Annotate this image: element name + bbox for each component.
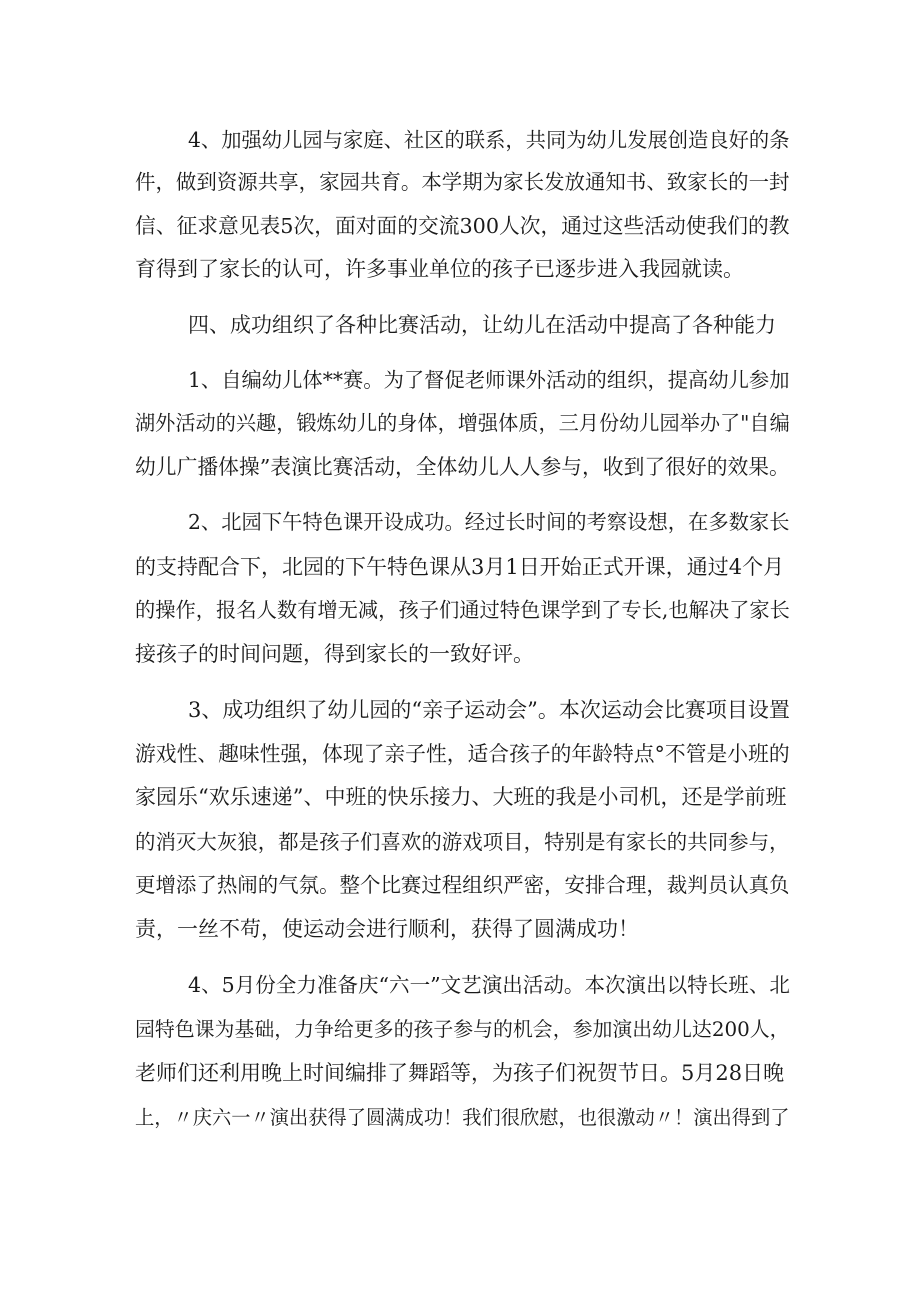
line-text: 责，一丝不苟，使运动会进行顺利，获得了圆满成功！ [135,917,639,941]
text-line [0,965,920,1005]
line-text: 4、5月份全力准备庆“六一”文艺演出活动。本次演出以特长班、北 [188,973,790,997]
text-line [0,777,920,817]
text-line [0,734,920,774]
text-line [0,1098,920,1138]
section-heading [0,305,920,345]
text-line [0,447,920,487]
text-line [0,865,920,905]
text-line [0,360,920,400]
line-text: 园特色课为基础，力争给更多的孩子参与的机会，参加演出幼儿达200人， [135,1018,790,1041]
line-text: 家园乐“欢乐速递”、中班的快乐接力、大班的我是小司机，还是学前班 [135,785,787,809]
heading-text: 四、成功组织了各种比赛活动，让幼儿在活动中提高了各种能力 [188,313,776,337]
line-text: 的消灭大灰狼，都是孩子们喜欢的游戏项目，特别是有家长的共同参与， [135,830,790,854]
line-text: 接孩子的时间问题，得到家长的一致好评。 [135,642,534,666]
line-text: 湖外活动的兴趣，锻炼幼儿的身体，增强体质，三月份幼儿园举办了"自编 [135,411,790,435]
text-line [0,1053,920,1093]
line-text: 3、成功组织了幼儿园的“亲子运动会”。本次运动会比赛项目设置 [188,698,790,722]
line-text: 的操作，报名人数有增无减，孩子们通过特色课学到了专长,也解决了家长 [135,598,790,622]
text-line [0,120,920,160]
text-line [0,822,920,862]
line-text: 育得到了家长的认可，许多事业单位的孩子已逐步进入我园就读。 [135,257,744,281]
text-line [0,690,920,730]
text-line [0,590,920,630]
text-line [0,206,920,246]
line-text: 2、北园下午特色课开设成功。经过长时间的考察设想，在多数家长 [188,510,790,534]
line-text: 件，做到资源共享，家园共育。本学期为家长发放通知书、致家长的一封 [135,170,790,194]
line-text: 的支持配合下，北园的下午特色课从3月1日开始正式开课，通过4个月 [135,555,785,579]
line-text: 上，〃庆六一〃演出获得了圆满成功！我们很欣慰，也很激动〃！演出得到了 [135,1106,790,1129]
text-line [0,634,920,674]
text-line [0,502,920,542]
text-line [0,162,920,202]
text-line [0,547,920,587]
line-text: 游戏性、趣味性强，体现了亲子性，适合孩子的年龄特点°不管是小班的 [135,742,790,766]
line-text: 信、征求意见表5次，面对面的交流300人次，通过这些活动使我们的教 [135,214,790,238]
line-text: 老师们还利用晚上时间编排了舞蹈等，为孩子们祝贺节日。5月28日晚 [135,1061,785,1085]
line-text: 更增添了热闹的气氛。整个比赛过程组织严密，安排合理，裁判员认真负 [135,873,790,897]
line-text: 幼儿广播体操”表演比赛活动，全体幼儿人人参与，收到了很好的效果。 [135,455,790,479]
text-line [0,909,920,949]
text-line [0,249,920,289]
text-line [0,403,920,443]
line-text: 4、加强幼儿园与家庭、社区的联系，共同为幼儿发展创造良好的条 [188,128,790,152]
text-line [0,1010,920,1050]
line-text: 1、自编幼儿体**赛。为了督促老师课外活动的组织，提高幼儿参加 [188,368,790,392]
